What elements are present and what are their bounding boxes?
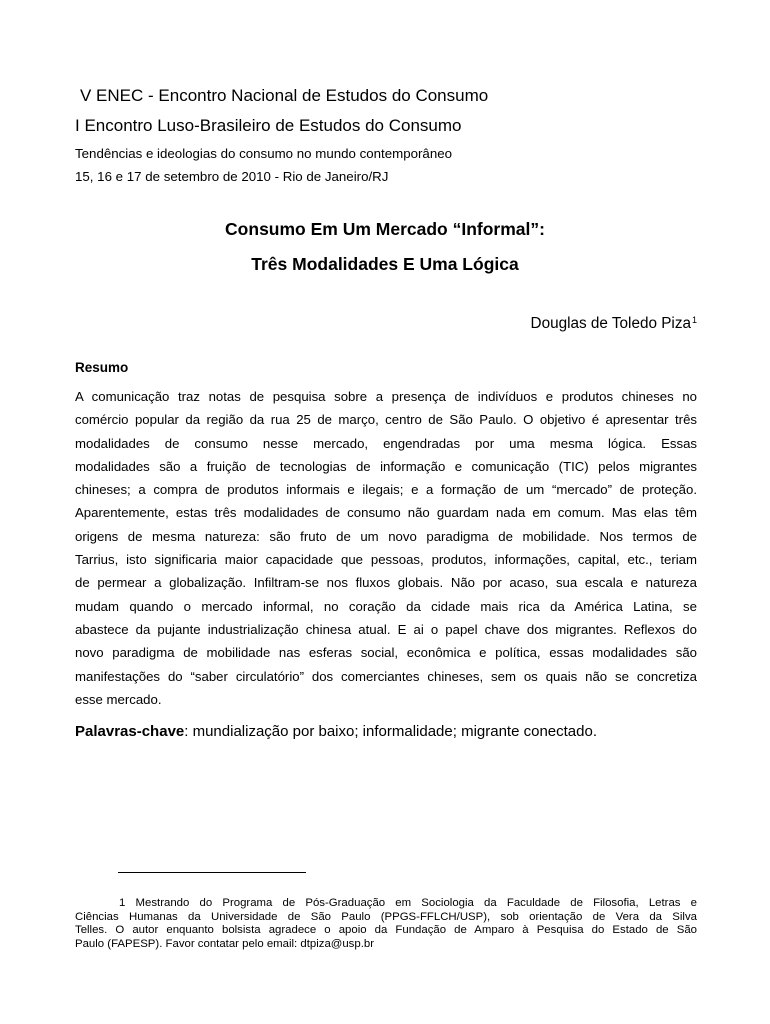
abstract-line: modalidades são a fruição de tecnologias de informação e comunicação (TIC) pelos migrantes <box>75 458 697 474</box>
abstract-line: de permear a globalização. Infiltram-se nos fluxos globais. Não por acaso, sua escala e natureza <box>75 575 697 591</box>
abstract-line: comércio popular da região da rua 25 de março, centro de São Paulo. O objetivo é apresentar três <box>75 412 697 428</box>
abstract-line: Aparentemente, estas três modalidades de consumo não guardam nada em comum. Mas elas têm <box>75 505 697 521</box>
footnote <box>75 897 697 951</box>
abstract-line: modalidades de consumo nesse mercado, engendradas por uma mesma lógica. Essas <box>75 435 697 451</box>
paper-title-line-1: Consumo Em Um Mercado “Informal”: <box>225 219 545 239</box>
abstract-line: abastece da pujante industrialização chinesa atual. E ai o papel chave dos migrantes. Reflexos do <box>75 621 697 637</box>
abstract-line: Tarrius, isto significaria maior capacidade que pessoas, produtos, informações, capital, etc., teriam <box>75 552 697 568</box>
abstract-body <box>75 385 697 711</box>
footnote-line: Ciências Humanas da Universidade de São Paulo (PPGS-FFLCH/USP), sob orientação de Vera da Silva <box>75 910 697 923</box>
keywords-label: Palavras-chave <box>75 723 185 740</box>
event-subtitle: I Encontro Luso-Brasileiro de Estudos do Consumo <box>75 116 462 135</box>
author-name-text: Douglas de Toledo Piza <box>530 315 691 332</box>
author-name <box>531 310 697 334</box>
abstract-line: manifestações do “saber circulatório” dos comerciantes chineses, sem os quais não se concretiza <box>75 668 697 684</box>
author-footnote-mark: 1 <box>691 315 697 325</box>
footnote-mark: 1 <box>119 897 126 909</box>
footnote-divider <box>118 872 306 873</box>
footnote-line <box>75 897 697 911</box>
abstract-line: chineses; a compra de produtos informais e ilegais; e a formação de um “mercado” de proteção. <box>75 482 697 498</box>
footnote-line: Paulo (FAPESP). Favor contatar pelo email: dtpiza@usp.br <box>75 937 374 950</box>
keywords <box>75 722 597 742</box>
abstract-heading: Resumo <box>75 360 129 375</box>
keywords-text: : mundialização por baixo; informalidade; migrante conectado. <box>184 723 597 740</box>
footnote-line: Telles. O autor enquanto bolsista agradece o apoio da Fundação de Amparo à Pesquisa do Estado de São <box>75 924 697 936</box>
event-theme: Tendências e ideologias do consumo no mundo contemporâneo <box>75 146 453 161</box>
event-title: V ENEC - Encontro Nacional de Estudos do Consumo <box>80 86 489 105</box>
abstract-line: A comunicação traz notas de pesquisa sobre a presença de indivíduos e produtos chineses no <box>75 389 697 404</box>
paper-title-line-2: Três Modalidades E Uma Lógica <box>251 254 519 274</box>
abstract-line: esse mercado. <box>75 691 162 707</box>
abstract-line: mudam quando o mercado informal, no coração da cidade mais rica da América Latina, se <box>75 598 697 614</box>
abstract-line: novo paradigma de mobilidade nas esferas social, econômica e política, essas modalidades são <box>75 645 697 661</box>
abstract-line: origens de mesma natureza: são fruto de um novo paradigma de mobilidade. Nos termos de <box>75 528 697 544</box>
event-date-location: 15, 16 e 17 de setembro de 2010 - Rio de Janeiro/RJ <box>75 169 389 184</box>
footnote-line-text: Mestrando do Programa de Pós-Graduação em Sociologia da Faculdade de Filosofia, Letras e <box>135 897 697 909</box>
